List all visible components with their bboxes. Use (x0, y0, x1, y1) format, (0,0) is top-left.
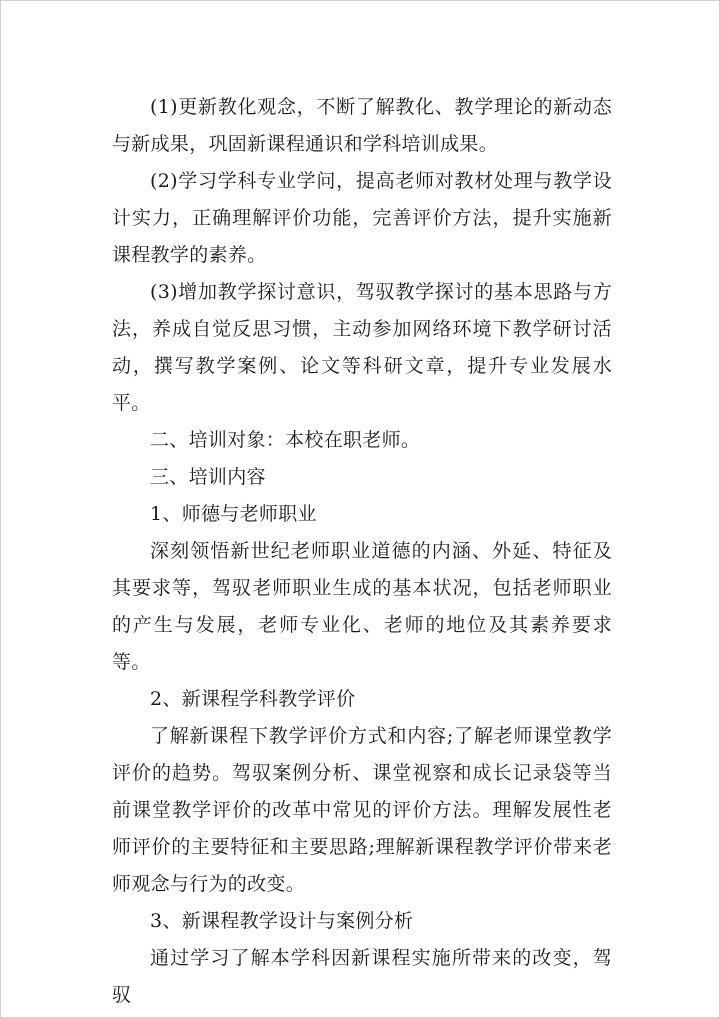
paragraph-ethics: 深刻领悟新世纪老师职业道德的内涵、外延、特征及其要求等，驾驭老师职业生成的基本状况，包括老师职业的产生与发展，老师专业化、老师的地位及其素养要求等。 (112, 540, 612, 673)
document-body (112, 89, 612, 1014)
paragraph-objective-1: (1)更新教化观念，不断了解教化、教学理论的新动态与新成果，巩固新课程通识和学科培训成果。 (112, 96, 612, 155)
paragraph-objective-2: (2)学习学科专业学问，提高老师对教材处理与教学设计实力，正确理解评价功能，完善评价方法，提升实施新课程教学的素养。 (112, 170, 612, 266)
subheading-evaluation: 2、新课程学科教学评价 (150, 688, 356, 710)
paragraph-design: 通过学习了解本学科因新课程实施所带来的改变，驾驭 (112, 947, 612, 1006)
paragraph-objective-3: (3)增加教学探讨意识，驾驭教学探讨的基本思路与方法，养成自觉反思习惯，主动参加网络环境下教学研讨活动，撰写教学案例、论文等科研文章，提升专业发展水平。 (112, 281, 612, 414)
heading-training-target: 二、培训对象：本校在职老师。 (150, 429, 421, 451)
heading-training-content: 三、培训内容 (150, 466, 266, 488)
paragraph-evaluation: 了解新课程下教学评价方式和内容;了解老师课堂教学评价的趋势。驾驭案例分析、课堂视察和成长记录袋等当前课堂教学评价的改革中常见的评价方法。理解发展性老师评价的主要特征和主要思路;理解新课程教学评价带来老师观念与行为的改变。 (112, 725, 612, 895)
subheading-design: 3、新课程教学设计与案例分析 (150, 910, 414, 932)
subheading-ethics: 1、师德与老师职业 (150, 503, 317, 525)
